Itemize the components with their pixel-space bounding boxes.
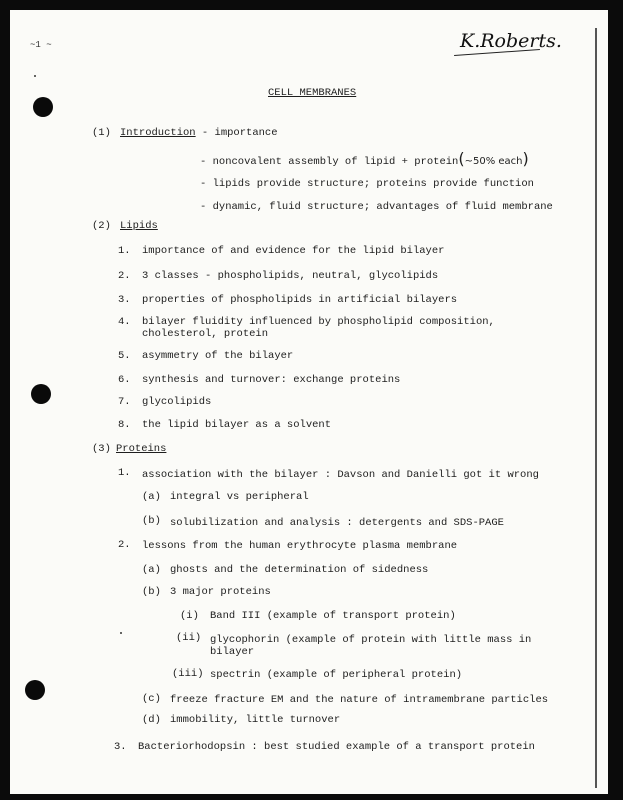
section-number: (2) (92, 220, 111, 232)
list-item-number: 4. (118, 316, 131, 328)
list-item: - lipids provide structure; proteins provide function (200, 178, 534, 190)
section-number: (1) (92, 127, 111, 139)
list-item-text: asymmetry of the bilayer (142, 350, 294, 362)
sub-item-label: (a) (142, 491, 161, 503)
section-heading-suffix: - importance (195, 127, 278, 139)
punch-hole-top (33, 97, 53, 117)
sub-sub-item-label: (i) (180, 610, 199, 622)
sub-item-label: (b) (142, 586, 161, 598)
sub-item-label: (d) (142, 714, 161, 726)
list-item-text: the lipid bilayer as a solvent (142, 419, 332, 431)
list-item-number: 2. (118, 270, 131, 282)
list-item-number: 3. (118, 294, 131, 306)
section-heading: Proteins (116, 443, 167, 455)
list-item-text: importance of and evidence for the lipid bilayer (142, 245, 445, 257)
handwritten-note-text: ~50% each (464, 156, 523, 167)
list-item: - dynamic, fluid structure; advantages of fluid membrane (200, 201, 553, 213)
sub-item-text: freeze fracture EM and the nature of intramembrane particles (170, 694, 549, 706)
handwritten-note: (~50% each) (458, 149, 529, 168)
list-item-text: - noncovalent assembly of lipid + protein (200, 156, 459, 168)
sub-item-label: (b) (142, 515, 161, 527)
list-item-text: glycolipids (142, 396, 212, 408)
list-item-number: 8. (118, 419, 131, 431)
list-item-text: bilayer fluidity influenced by phospholipid composition, (142, 316, 495, 328)
list-item-number: 5. (118, 350, 131, 362)
section-heading-text: Introduction (120, 127, 196, 139)
list-item (200, 149, 529, 168)
list-item-number: 7. (118, 396, 131, 408)
list-item-text: 3 classes - phospholipids, neutral, glycolipids (142, 270, 439, 282)
list-item-text: synthesis and turnover: exchange proteins (142, 374, 401, 386)
list-item-number: 1. (118, 467, 131, 479)
punch-hole-middle (31, 384, 51, 404)
list-item-text: properties of phospholipids in artificial bilayers (142, 294, 458, 306)
list-item-text: lessons from the human erythrocyte plasma membrane (142, 540, 458, 552)
sub-item-label: (a) (142, 564, 161, 576)
sub-sub-item-text-continued: bilayer (210, 646, 255, 658)
section-number: (3) (92, 443, 111, 455)
speck (120, 632, 122, 634)
speck (34, 75, 36, 77)
handwritten-signature: K.Roberts. (460, 30, 562, 52)
list-item-text: association with the bilayer : Davson and Danielli got it wrong (142, 469, 539, 481)
sub-sub-item-label: (iii) (172, 668, 204, 680)
section-heading: Lipids (120, 220, 158, 232)
sub-sub-item-text: glycophorin (example of protein with little mass in (210, 634, 532, 646)
corner-mark: ~1 ~ (30, 40, 52, 50)
sub-sub-item-text: Band III (example of transport protein) (210, 610, 456, 622)
sub-item-text: ghosts and the determination of sidedness (170, 564, 429, 576)
sub-item-label: (c) (142, 693, 161, 705)
section-heading (120, 127, 278, 139)
punch-hole-bottom (25, 680, 45, 700)
page-title: CELL MEMBRANES (268, 87, 357, 99)
sub-sub-item-label: (ii) (176, 632, 202, 644)
sub-sub-item-text: spectrin (example of peripheral protein) (210, 669, 463, 681)
sub-item-text: 3 major proteins (170, 586, 271, 598)
list-item-number: 2. (118, 539, 131, 551)
sub-item-text: integral vs peripheral (170, 491, 309, 503)
list-item-number: 1. (118, 245, 131, 257)
sub-item-text: solubilization and analysis : detergents and SDS-PAGE (170, 517, 504, 529)
list-item-text: Bacteriorhodopsin : best studied example of a transport protein (138, 741, 535, 753)
list-item-number: 6. (118, 374, 131, 386)
list-item-number: 3. (114, 741, 127, 753)
page-edge-line (595, 28, 597, 788)
sub-item-text: immobility, little turnover (170, 714, 341, 726)
list-item-text-continued: cholesterol, protein (142, 328, 269, 340)
